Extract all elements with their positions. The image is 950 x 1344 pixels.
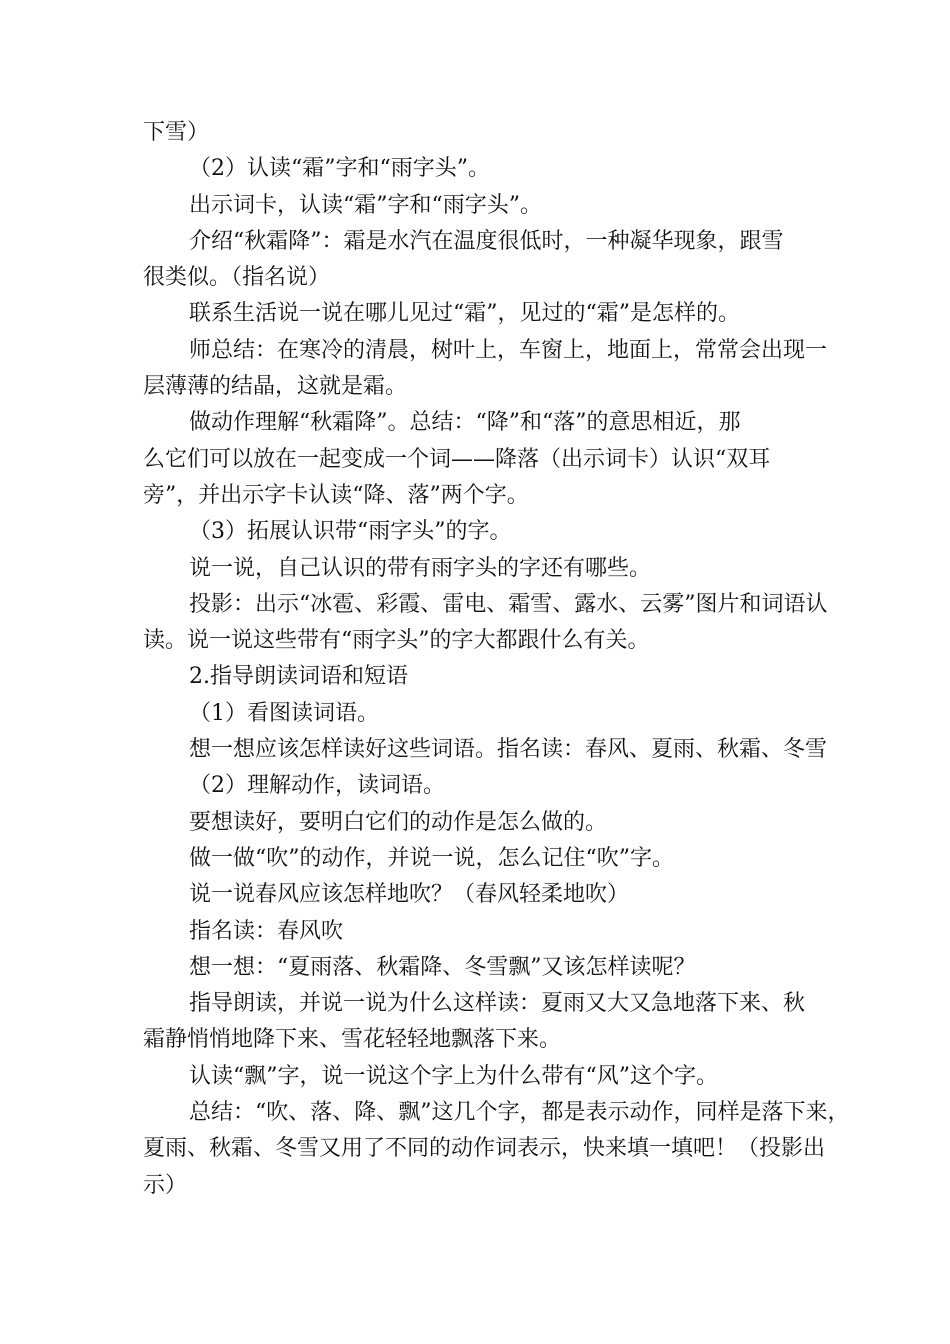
text-line: （1）看图读词语。 (189, 700, 379, 726)
text-line: 做一做“吹”的动作，并说一说，怎么记住“吹”字。 (189, 845, 674, 871)
text-line: 么它们可以放在一起变成一个词——降落（出示词卡）认识“双耳 (143, 446, 771, 472)
text-line: 旁”，并出示字卡认读“降、落”两个字。 (143, 482, 529, 508)
text-line: 指导朗读，并说一说为什么这样读：夏雨又大又急地落下来、秋 (189, 991, 806, 1017)
text-line: 认读“飘”字，说一说这个字上为什么带有“风”这个字。 (189, 1063, 718, 1089)
text-line: 说一说春风应该怎样地吹？（春风轻柔地吹） (189, 882, 630, 908)
text-line: 下雪） (143, 120, 210, 145)
text-line: 投影：出示“冰雹、彩霞、雷电、霜雪、露水、云雾”图片和词语认 (189, 591, 828, 617)
text-line: （3）拓展认识带“雨字头”的字。 (189, 519, 512, 545)
text-line: 读。说一说这些带有“雨字头”的字大都跟什么有关。 (143, 628, 650, 654)
document-body (143, 115, 850, 1204)
text-line: 联系生活说一说在哪儿见过“霜”，见过的“霜”是怎样的。 (189, 301, 740, 327)
text-line: （2）理解动作，读词语。 (189, 773, 445, 799)
text-line: 想一想：“夏雨落、秋霜降、冬雪飘”又该怎样读呢？ (189, 954, 696, 980)
text-line: 要想读好，要明白它们的动作是怎么做的。 (189, 809, 608, 835)
text-line: 霜静悄悄地降下来、雪花轻轻地飘落下来。 (143, 1027, 562, 1053)
text-line: 夏雨、秋霜、冬雪又用了不同的动作词表示，快来填一填吧！（投影出 (143, 1136, 826, 1162)
text-line: 出示词卡，认读“霜”字和“雨字头”。 (189, 192, 542, 218)
text-line: 想一想应该怎样读好这些词语。指名读：春风、夏雨、秋霜、冬雪 (189, 737, 828, 763)
text-line: 层薄薄的结晶，这就是霜。 (143, 374, 408, 400)
text-line: 很类似。（指名说） (143, 265, 331, 291)
text-line: （2）认读“霜”字和“雨字头”。 (189, 156, 490, 182)
text-line: 指名读：春风吹 (189, 918, 344, 944)
text-line: 示） (143, 1172, 188, 1198)
text-line: 说一说，自己认识的带有雨字头的字还有哪些。 (189, 555, 652, 581)
text-line: 做动作理解“秋霜降”。总结：“降”和“落”的意思相近，那 (189, 410, 741, 436)
text-line: 师总结：在寒冷的清晨，树叶上，车窗上，地面上，常常会出现一 (189, 337, 828, 363)
text-line: 2.指导朗读词语和短语 (189, 664, 408, 690)
text-line: 介绍“秋霜降”：霜是水汽在温度很低时，一种凝华现象，跟雪 (189, 228, 784, 254)
text-line: 总结：“吹、落、降、飘”这几个字，都是表示动作，同样是落下来， (189, 1100, 850, 1126)
